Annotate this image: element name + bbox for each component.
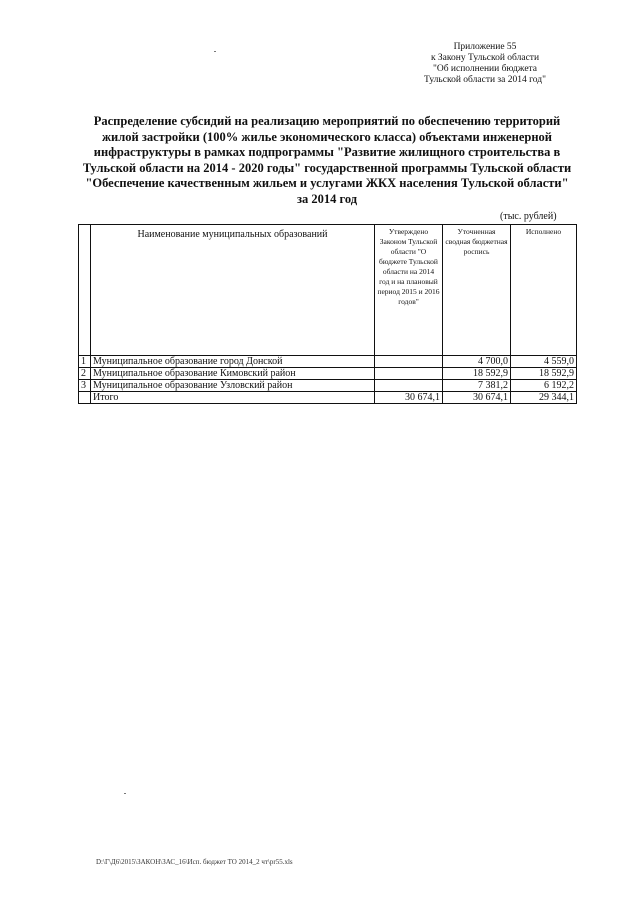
total-executed: 29 344,1 (511, 392, 577, 404)
subsidy-table (78, 224, 577, 404)
row-name: Муниципальное образование город Донской (91, 356, 375, 368)
header-name: Наименование муниципальных образований (91, 225, 375, 356)
row-executed: 18 592,9 (511, 368, 577, 380)
appendix-line-3: "Об исполнении бюджета (432, 64, 538, 74)
row-num: 3 (79, 380, 91, 392)
table-row (79, 380, 577, 392)
scan-speck (214, 51, 216, 52)
row-name: Муниципальное образование Узловский район (91, 380, 375, 392)
scan-speck (124, 793, 126, 794)
table-row (79, 368, 577, 380)
row-approved (375, 356, 443, 368)
appendix-note (395, 42, 575, 86)
row-executed: 4 559,0 (511, 356, 577, 368)
table-total-row (79, 392, 577, 404)
units-label: (тыс. рублей) (500, 211, 557, 222)
row-executed: 6 192,2 (511, 380, 577, 392)
total-refined: 30 674,1 (443, 392, 511, 404)
header-refined: Уточненная сводная бюджетная роспись (443, 225, 511, 356)
header-num-cell (79, 225, 91, 356)
total-label: Итого (91, 392, 375, 404)
appendix-line-1: Приложение 55 (453, 42, 517, 52)
row-approved (375, 380, 443, 392)
document-title: Распределение субсидий на реализацию мероприятий по обеспечению территорий жилой застройки (100% жилье экономического класса) объектами инженерной инфраструктуры в рамках подпрограммы "Развитие жилищного строительства в Тульской области на 2014 - 2020 годы" государственной программы Тульской области "Обеспечение качественным жильем и услугами ЖКХ населения Тульской области" за 2014 год (82, 114, 572, 206)
row-name: Муниципальное образование Кимовский район (91, 368, 375, 380)
file-path-footer: D:\Г\Д6\2015\ЗАКОН\ЗАС_16\Исп. бюджет ТО 2014_2 чт\pr55.xls (96, 858, 293, 866)
row-refined: 4 700,0 (443, 356, 511, 368)
row-refined: 7 381,2 (443, 380, 511, 392)
header-approved: Утверждено Законом Тульской области "О бюджете Тульской области на 2014 год и на плановый период 2015 и 2016 годов" (375, 225, 443, 356)
total-num (79, 392, 91, 404)
total-approved: 30 674,1 (375, 392, 443, 404)
appendix-line-4: Тульской области за 2014 год" (424, 75, 546, 85)
appendix-line-2: к Закону Тульской области (430, 53, 540, 63)
row-refined: 18 592,9 (443, 368, 511, 380)
header-executed: Исполнено (511, 225, 577, 356)
row-approved (375, 368, 443, 380)
table-header-row (79, 225, 577, 356)
row-num: 2 (79, 368, 91, 380)
row-num: 1 (79, 356, 91, 368)
table-row (79, 356, 577, 368)
